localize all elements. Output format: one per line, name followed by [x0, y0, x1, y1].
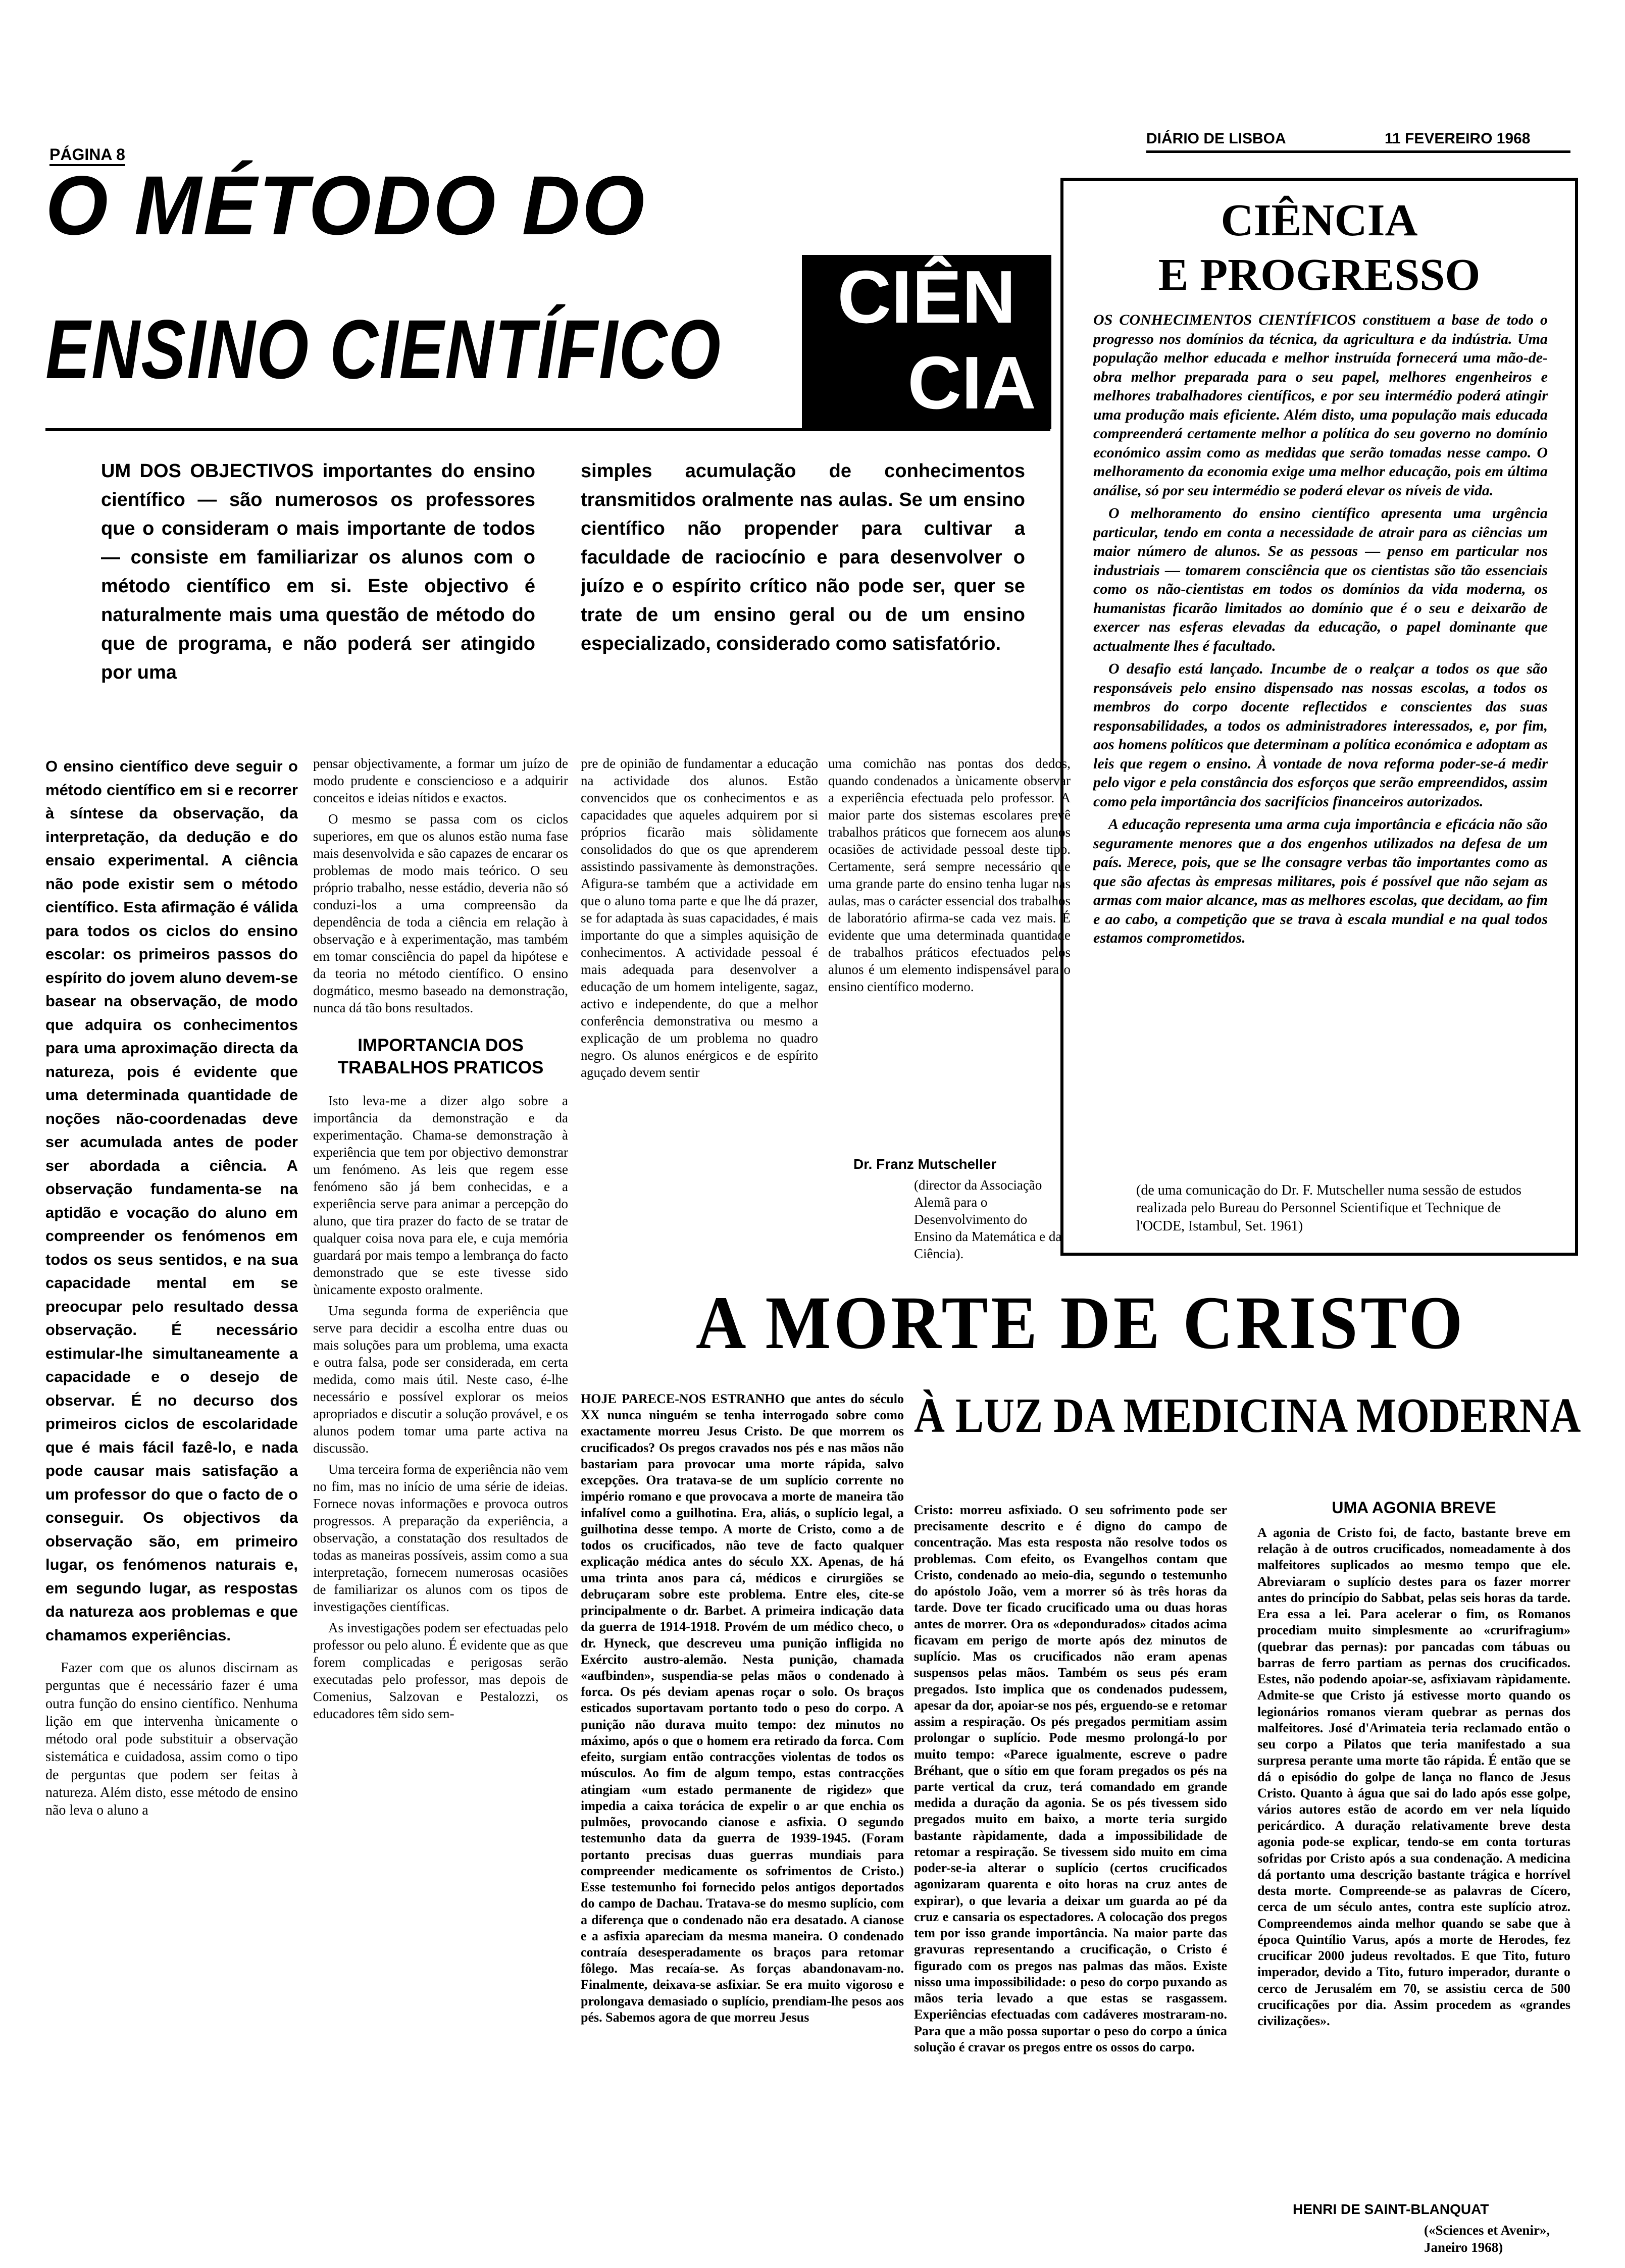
article2-subtitle: À LUZ DA MEDICINA MODERNA [914, 1388, 1581, 1443]
box-title-line1: CIÊNCIA [1221, 195, 1418, 245]
science-logo-bottom: CIA [907, 341, 1036, 425]
article2-col3: A agonia de Cristo foi, de facto, bastante breve em relação à de outros crucificados, nomeadamente à dos malfeitores suplicados ao mesmo tempo que ele. Abreviaram o suplício destes para os fazer morrer antes do princípio do Sabbat, pelas seis horas da tarde. Era essa a lei. Para acelerar o fim, os Romanos procediam muito simplesmente ao «crurifragium» (quebrar das pernas): por pancadas com tábuas ou barras de ferro partiam as pernas dos crucificados. Estes, não podendo apoiar-se, asfixiavam ràpidamente. Admite-se que Cristo já estivesse morto quando os legionários romanos vieram quebrar as pernas dos malfeitores. José d'Arimateia teria reclamado então o seu corpo a Pilatos que teria manifestado a sua surpresa perante uma morte tão rápida. É então que se dá o episódio do golpe de lança no flanco de Jesus Cristo. Quanto à água que sai do lado após esse golpe, vários autores estão de acordo em ver nela líquido pericárdico. A duração relativamente breve desta agonia pode-se explicar, tendo-se em conta torturas sofridas por Cristo após a sua condenação. A medicina dá portanto uma descrição bastante trágica e horrível desta morte. Compreende-se as palavras de Cícero, cerca de um século antes, contra este suplício atroz. Compreendemos ainda melhor quando se sabe que à época Quintílio Varus, após a morte de Herodes, fez crucificar 2000 judeus revoltados. E que Tito, futuro imperador, devido a Tito, futuro imperador, durante o cerco de Jerusalém em 70, se assistiu cerca de 500 crucificações por dia. Assim procedem as «grandes civilizações». [1257, 1525, 1570, 2029]
article1-author: Dr. Franz Mutscheller [853, 1156, 997, 1172]
box-title-line2: E PROGRESSO [1158, 250, 1481, 300]
lead-left: UM DOS OBJECTIVOS importantes do ensino científico — são numerosos os professores que o consideram o mais importante de todos — consiste em familiarizar os alunos com o método científico em si. Este objectivo é naturalmente mais uma questão de método do que de programa, e não poderá ser atingido por uma [101, 460, 535, 683]
article1-author-desc: (director da Associação Alemã para o Desenvolvimento do Ensino da Matemática e da Ciência). [914, 1177, 1062, 1262]
newspaper-name: DIÁRIO DE LISBOA [1146, 130, 1286, 147]
lead-right: simples acumulação de conhecimentos transmitidos oralmente nas aulas. Se um ensino científico não propender para cultivar a faculdade de raciocínio e para desenvolver o juízo e o espírito crítico não pode ser, quer se trate de um ensino geral ou de um ensino especializado, considerado como satisfatório. [581, 460, 1025, 654]
box-body: OS CONHECIMENTOS CIENTÍFICOS constituem a base de todo o progresso nos domínios da técnica, da agricultura e da indústria. Uma população melhor educada e melhor instruída fornecerá uma mão-de-obra melhor preparada para o seu papel, melhores engenheiros e melhores trabalhadores científicos, e por seu intermédio poderá atingir uma produção mais eficiente. Além disto, uma população mais educada compreenderá certamente melhor a política do seu governo no domínio económico assim como as medidas que serão tomadas nesse campo. O melhoramento da economia exige uma melhor educação, pois em última análise, só por seu intermédio se poderá elevar os níveis de vida. O melhoramento do ensino científico apresenta uma urgência particular, tendo em conta a necessidade de atrair para as ciências um maior número de alunos. Se as pessoas — penso em particular nos industriais — tomarem consciência que os cientistas são tão essenciais como os não-cientistas em todos os domínios da vida moderna, os humanistas ficarão limitados ao domínio que é o seu e deixarão de exercer nas esferas elevadas da educação, o papel dominante que actualmente lhes é facultado. O desafio está lançado. Incumbe de o realçar a todos os que são responsáveis pelo ensino dispensado nas nossas escolas, a todos os membros do corpo docente reflectidos e conscientes das suas responsabilidades, a todos os administradores interessados, e, por fim, aos homens políticos que determinam a política económica e adoptam as leis que regem o ensino. À vontade de nova reforma poder-se-á medir pelo vigor e pela constância dos esforços que serão empreendidos, assim como pela importância dos sacrifícios financeiros autorizados. A educação representa uma arma cuja importância e eficácia não são seguramente menores que a dos engenhos utilizados na defesa de um país. Merece, pois, que se lhe consagre verbas tão importantes como as que são afectas às empresas militares, pois é possível que não sejam as armas com maior alcance, mas as melhores escolas, que decidam, ao fim e ao cabo, a competição que se trava à escala mundial e na qual todos estamos comprometidos. [1093, 312, 1548, 946]
issue-date: 11 FEVEREIRO 1968 [1385, 130, 1531, 147]
box-source: (de uma comunicação do Dr. F. Mutscheller numa sessão de estudos realizada pelo Bureau do Personnel Scientifique et Technique de l'OCDE, Istambul, Set. 1961) [1136, 1182, 1521, 1234]
article2-col2: Cristo: morreu asfixiado. O seu sofrimento pode ser precisamente descrito e é digno do campo de concentração. Mas esta resposta não resolve todos os problemas. Com efeito, os Evangelhos contam que Cristo, condenado ao meio-dia, segundo o testemunho do apóstolo João, vem a morrer só às três horas da tarde. Dove ter ficado crucificado uma ou duas horas antes de morrer. Ora os «depondurados» citados acima ficavam em perigo de morte após dez minutos de suplício. Mas os crucificados não eram apenas suspensos pelas mãos. Também os seus pés eram pregados. Isto implica que os condenados pudessem, apesar da dor, apoiar-se nos pés, erguendo-se e retomar assim a respiração. Os pés pregados permitiam assim prolongar o suplício. Pode mesmo prolongá-lo por muito tempo: «Parece igualmente, escreve o padre Bréhant, que o sítio em que foram pregados os pés na parte vertical da cruz, terá comandado em grande medida a duração da agonia. Se os pés tivessem sido pregados muito em baixo, a morte teria surgido bastante ràpidamente, dada a impossibilidade de retomar a respiração. Se tivessem sido muito em cima poder-se-ia alterar o suplício (certos crucificados agonizaram quarenta e oito horas na cruz antes de expirar), o que levaria a deixar um guarda ao pé da cruz e cansaria os espectadores. A colocação dos pregos tem por isso grande importância. Na maior parte das gravuras representando a crucificação, o Cristo é figurado com os pregos nas palmas das mãos. Existe nisso uma impossibilidade: o peso do corpo puxando as mãos teria levado a que estas se rasgassem. Experiências efectuadas com cadáveres mostraram-no. Para que a mão possa suportar o peso do corpo a única solução é cravar os pregos entre os ossos do carpo. [914, 1503, 1227, 2054]
masthead-rule [1146, 150, 1570, 153]
article1-title-line2: ENSINO CIENTÍFICO [45, 303, 722, 396]
article1-col1: O ensino científico deve seguir o método científico em si e recorrer à síntese da observação, da interpretação, da dedução e do ensaio experimental. A ciência não pode existir sem o método científico. Esta afirmação é válida para todos os ciclos do ensino escolar: os primeiros passos do espírito do jovem aluno devem-se basear na observação, de modo que adquira os conhecimentos para uma aproximação directa da natureza, pois é evidente que uma determinada quantidade de noções não-coordenadas deve ser acumulada antes de poder ser abordada a ciência. A observação fundamenta-se na aptidão e vocação do aluno em compreender os fenómenos em todos os seus sentidos, e na sua capacidade mental em se preocupar pelo resultado dessa observação. É necessário estimular-lhe simultaneamente a capacidade e o desejo de observar. É no decurso dos primeiros ciclos de escolaridade que é mais fácil fazê-lo, e nada pode causar mais satisfação a um professor do que o facto de o conseguir. Os objectivos da observação são, em primeiro lugar, os fenómenos naturais e, em segundo lugar, as respostas da natureza aos problemas e que chamamos experiências. Fazer com que os alunos discirnam as perguntas que é necessário fazer é uma outra função do ensino científico. Nenhuma lição em que intervenha ùnicamente o método oral pode substituir a observação sistemática e cuidadosa, assim como o tipo de perguntas que podem ser feitas à natureza. Além disto, esse método de ensino não leva o aluno a [45, 755, 298, 2264]
article1-col1-tail: Fazer com que os alunos discirnam as perguntas que é necessário fazer é uma outra função do ensino científico. Nenhuma lição em que intervenha ùnicamente o método oral pode substituir a observação sistemática e cuidadosa, assim como o tipo de perguntas que podem ser feitas à natureza. Além disto, esse método de ensino não leva o aluno a [45, 1660, 298, 1819]
subhead-importancia: IMPORTANCIA DOS TRABALHOS PRATICOS [337, 1036, 544, 1077]
article2-source: («Sciences et Avenir», Janeiro 1968) [1424, 2223, 1550, 2255]
page-label: PÁGINA 8 [49, 145, 125, 166]
science-logo [802, 255, 1051, 429]
article2-col3-subhead: UMA AGONIA BREVE [1332, 1499, 1496, 1517]
science-logo-top: CIÊN [837, 255, 1016, 339]
title-rule [45, 428, 1050, 431]
article1-col3: pre de opinião de fundamentar a educação na actividade dos alunos. Estão convencidos que os conhecimentos e as capacidades que aqueles adquirem por si próprios ficarão mais sòlidamente consolidados do que os que aprenderem assistindo passivamente às demonstrações. Afigura-se também que a actividade em que o aluno toma parte e que lhe dá prazer, se for adaptada às suas capacidades, é mais importante do que a simples aquisição de conhecimentos. A actividade pessoal é mais adequada para desenvolver a educação de um homem inteligente, sagaz, activo e independente, do que a melhor conferência demonstrativa ou mesmo a explicação de um problema no quadro negro. Os alunos enérgicos e de espírito aguçado devem sentir [581, 756, 818, 1080]
article2-col1: HOJE PARECE-NOS ESTRANHO que antes do século XX nunca ninguém se tenha interrogado sobre como exactamente morreu Jesus Cristo. De que morrem os crucificados? Os pregos cravados nos pés e nas mãos não bastariam para provocar uma morte rápida, salvo excepções. Ora tratava-se de um suplício corrente no império romano e que provocava a morte de maneira tão infalível como a guilhotina. Era, aliás, o suplício legal, a guilhotina desse tempo. A morte de Cristo, como a de todos os crucificados, não teve de facto qualquer explicação médica antes do século XX. Apenas, de há uma trinta anos para cá, médicos e cirurgiões se debruçaram sobre este problema. Entre eles, cite-se principalmente o dr. Barbet. A primeira indicação data da guerra de 1914-1918. Provém de um médico checo, o dr. Hyneck, que descreveu uma punição infligida no Exército austro-alemão. Nesta punição, chamada «aufbinden», suspendia-se pelas mãos o condenado à forca. Os pés deviam apenas roçar o solo. Os braços esticados suportavam portanto todo o peso do corpo. A punição não durava muito tempo: dez minutos no máximo, após o que o homem era retirado da forca. Com efeito, surgiam então contracções violentas de todos os músculos. Ao fim de algum tempo, estas contracções atingiam «um estado permanente de rigidez» que impedia a caixa torácica de expelir o ar que enchia os pulmões, provocando cianose e asfixia. O segundo testemunho data da guerra de 1939-1945. (Foram portanto precisas duas guerras mundiais para compreender medicamente os sofrimentos de Cristo.) Esse testemunho foi fornecido pelos antigos deportados do campo de Dachau. Tratava-se do mesmo suplício, com a diferença que o condenado não era desatado. A cianose e a asfixia apareciam da mesma maneira. O condenado contraía desesperadamente os braços para retomar fôlego. Mas recaía-se. As forças abandonavam-no. Finalmente, deixava-se asfixiar. Se era muito vigoroso e prolongava demasiado o suplício, prendiam-lhe pesos aos pés. Sabemos agora de que morreu Jesus [581, 1391, 904, 2025]
article2-author: HENRI DE SAINT-BLANQUAT [1293, 2201, 1489, 2217]
article1-col2: pensar objectivamente, a formar um juízo de modo prudente e consciencioso e a adquirir conceitos e ideias nítidos e exactos. O mesmo se passa com os ciclos superiores, em que os alunos estão numa fase mais desenvolvida e são capazes de encarar os problemas de modo mais teórico. O seu próprio trabalho, nesse estádio, deveria não só conduzi-los a uma compreensão da dependência de toda a ciência em relação à observação e à experimentação, mas também em tomar consciência do papel da hipótese e da teoria no método científico. O ensino dogmático, mesmo baseado na demonstração, nunca dá tão bons resultados. IMPORTANCIA DOS TRABALHOS PRATICOS Isto leva-me a dizer algo sobre a importância da demonstração e da experimentação. Chama-se demonstração à experiência que tem por objectivo demonstrar um fenómeno. As leis que regem esse fenómeno são já bem conhecidas, e a experiência serve para animar a percepção do aluno, que tira prazer do facto de se tratar de qualquer coisa nova para ele, e cuja memória guardará por mais tempo a lembrança do facto demonstrado que se este tivesse sido ùnicamente exposto oralmente. Uma segunda forma de experiência que serve para decidir a escolha entre duas ou mais soluções para um problema, uma exacta e outra falsa, pode ser considerada, em certa medida, como mais útil. Neste caso, é-lhe necessário e possível explorar os meios apropriados e discutir a solução provável, e os alunos podem tomar uma parte activa na discussão. Uma terceira forma de experiência não vem no fim, mas no início de uma série de ideias. Fornece novas informações e provoca outros progressos. A preparação da experiência, a observação, a constatação dos resultados de todas as maneiras possíveis, assim como a sua interpretação, fornecem numerosas ocasiões de familiarizar os alunos com os tipos de investigações científicas. As investigações podem ser efectuadas pelo professor ou pelo aluno. É evidente que as que forem complicadas e perigosas serão executadas pelo professor, mas depois de Comenius, Salzovan e Pestalozzi, os educadores têm sido sem- [313, 756, 568, 1722]
article1-title-line1: O MÉTODO DO [45, 159, 647, 252]
article2-title: A MORTE DE CRISTO [695, 1281, 1466, 1365]
article1-col4: uma comichão nas pontas dos dedos, quando condenados a ùnicamente observar a experiência efectuada pelo professor. A maior parte dos sistemas escolares prevê trabalhos práticos que fornecem aos alunos ocasiões de actividade pessoal deste tipo. Certamente, será sempre necessário que uma grande parte do ensino tenha lugar nas aulas, mas o carácter essencial dos trabalhos de laboratório afirma-se cada vez mais. É evidente que uma determinada quantidade de trabalhos práticos efectuados pelos alunos é um elemento indispensável para o ensino científico moderno. [828, 756, 1071, 995]
